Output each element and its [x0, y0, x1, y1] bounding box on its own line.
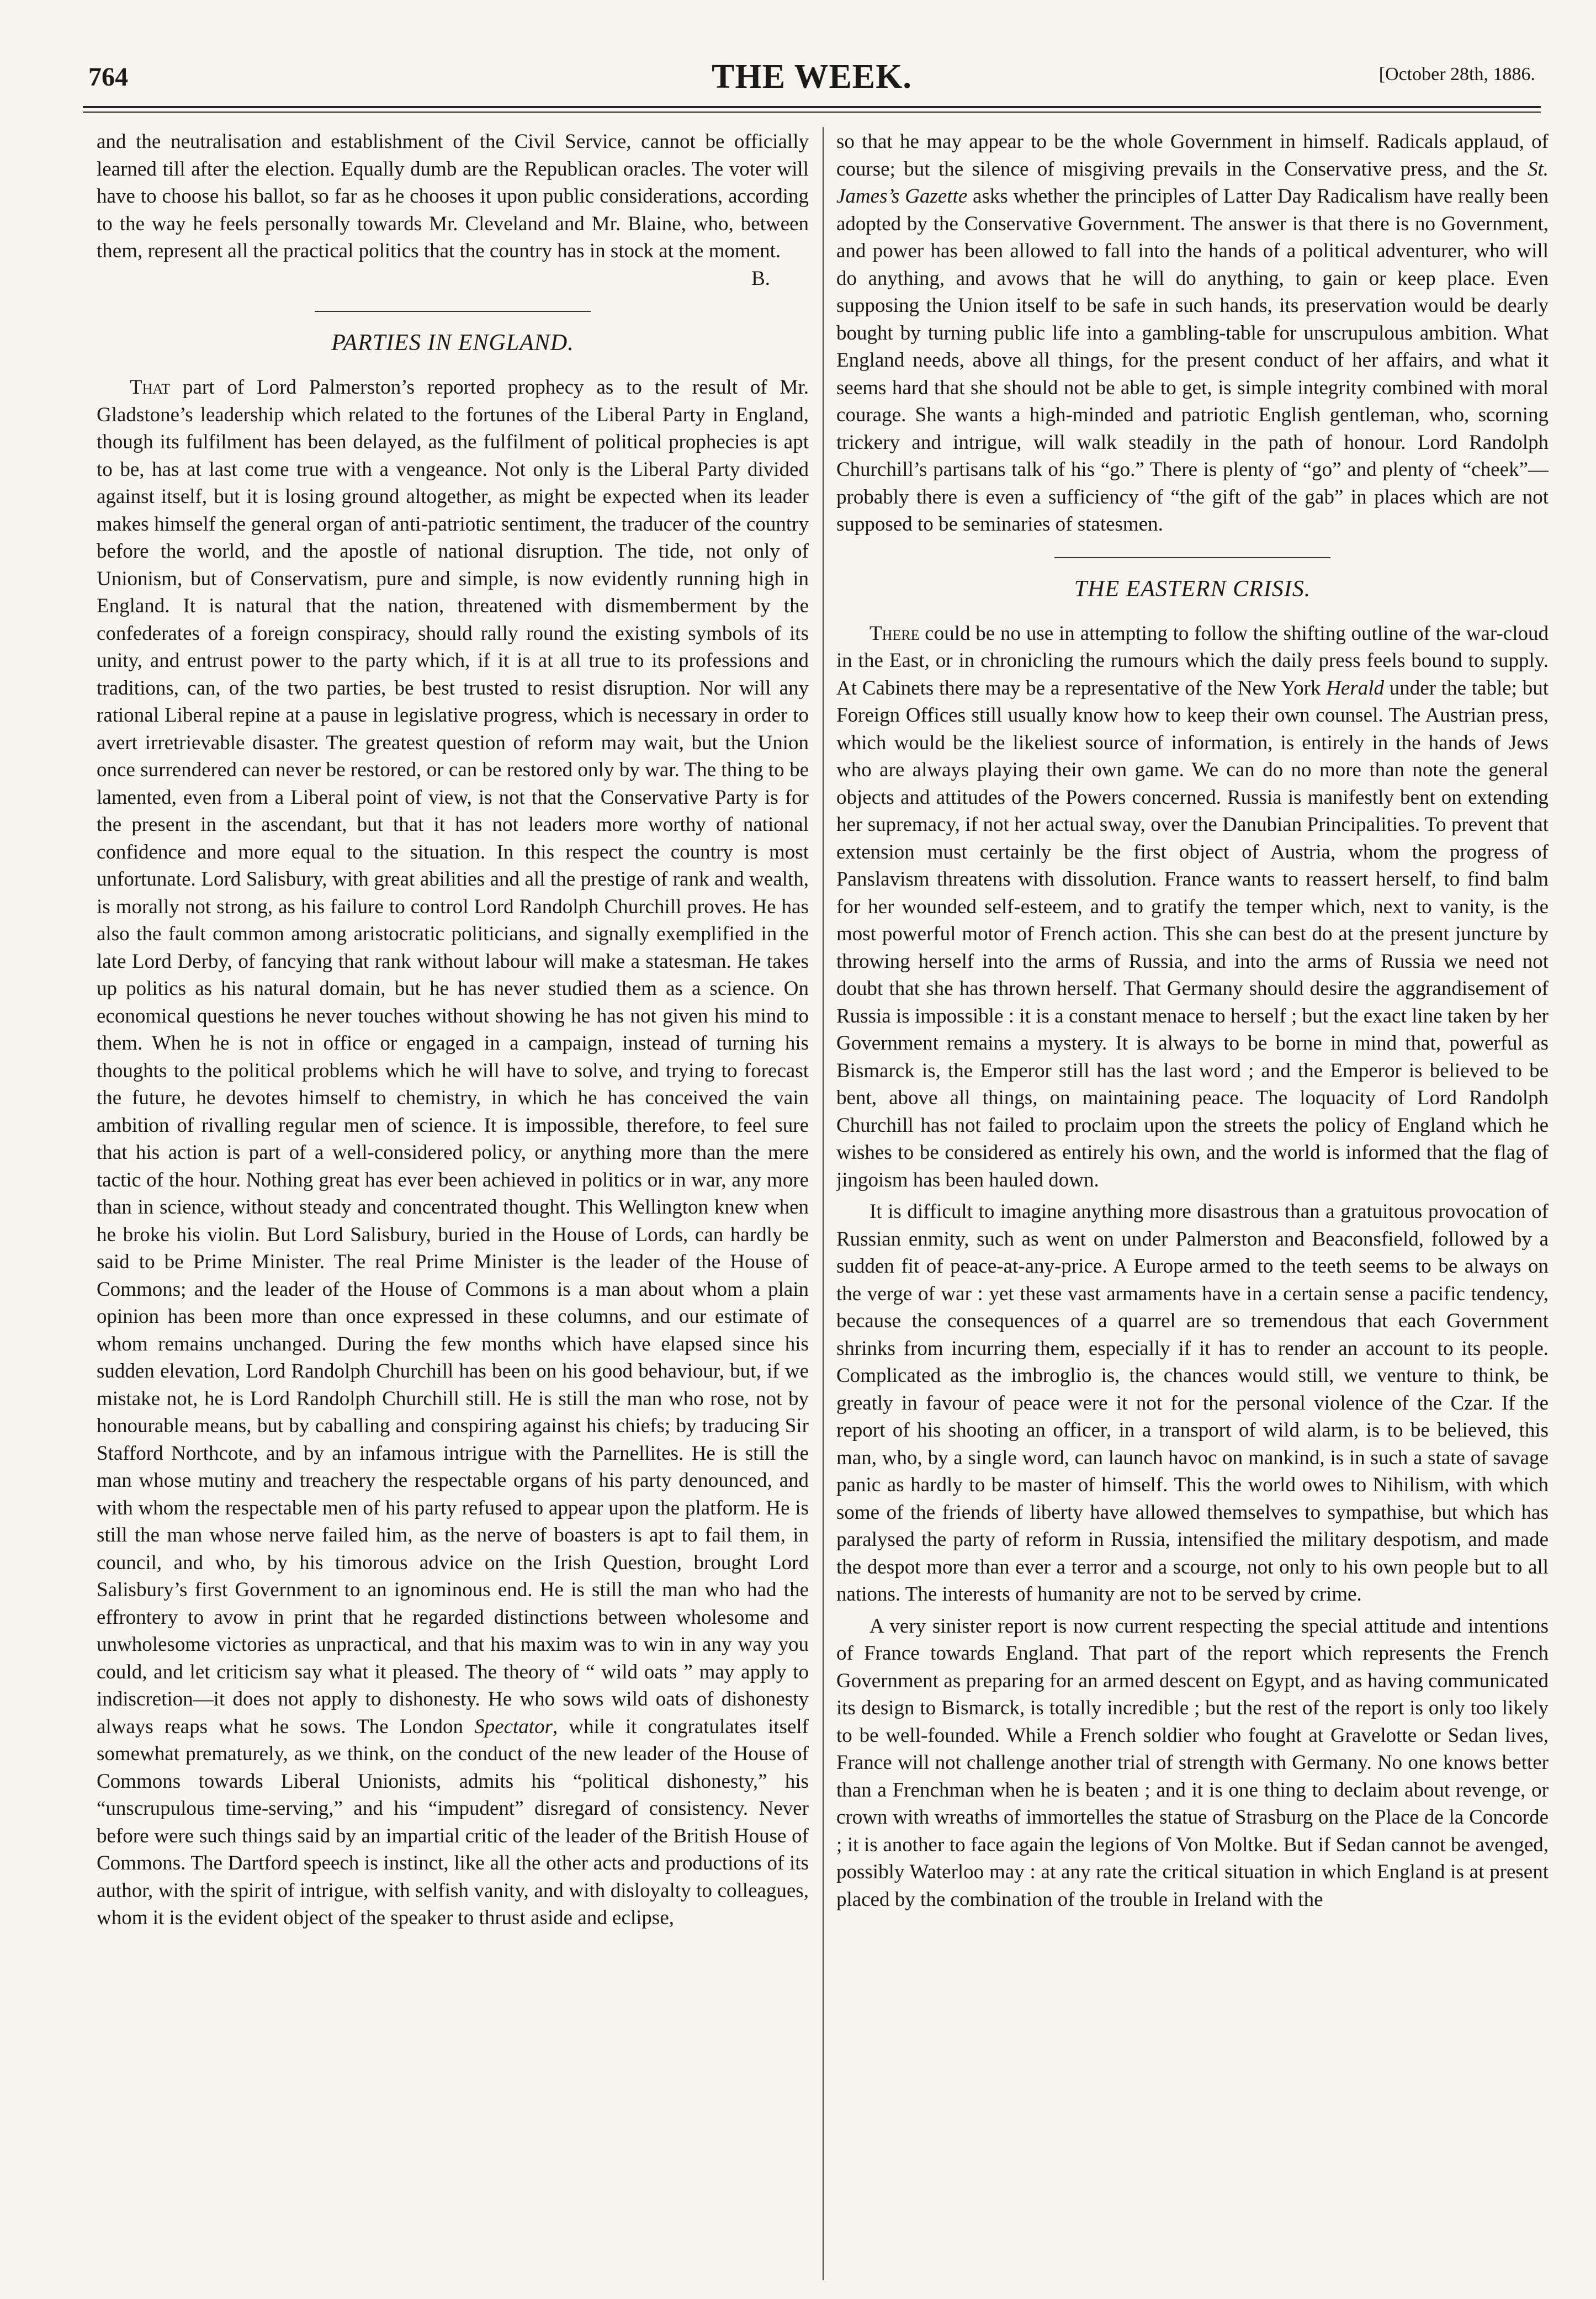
paragraph-text: asks whether the principles of Latter Day Radicalism have really been adopted by the Conservative Government. The answer is that there is no Government, and power has been allowed to fall into the hands of a political adventurer, who will do anything, and avows that he will do anything, to gain or keep place. Even supposing the Union itself to be safe in such hands, its preservation would be dearly bought by turning public life into a gambling-table for unscrupulous ambition. What England needs, above all things, for the present conduct of her affairs, and what it seems hard that she should not be able to get, is simple integrity combined with moral courage. She wants a high-minded and patriotic English gentleman, who, scorning trickery and intrigue, will walk steadily in the path of honour. Lord Randolph Churchill’s partisans talk of his “go.” There is plenty of “go” and plenty of “cheek”—probably there is even a sufficiency of “the gift of the gab” in places which are not supposed to be seminaries of statesmen. — [836, 185, 1549, 536]
publication-name: St. James’s Gazette — [836, 157, 1549, 208]
paragraph-text: under the table; but Foreign Offices still usually know how to keep their own counsel. The Austrian press, which would be the likeliest source of information, is entirely in the hands of Jews who are always playing their own game. We can do no more than note the general objects and attitudes of the Powers concerned. Russia is manifestly bent on extending her supremacy, if not her actual sway, over the Danubian Principalities. To prevent that extension must certainly be the first object of Austria, whom the progress of Panslavism threatens with dissolution. France wants to reassert herself, to find balm for her wounded self-esteem, and to gratify the temper which, next to vanity, is the most powerful motor of French action. This she can best do at the present juncture by throwing herself into the arms of Russia, and into the arms of Russia we need not doubt that she has thrown herself. That Germany should desire the aggrandisement of Russia is impossible : it is a constant menace to herself ; but the exact line taken by her Government remains a mystery. It is always to be borne in mind that, powerful as Bismarck is, the Emperor still has the last word ; and the Emperor is believed to be bent, above all things, on maintaining peace. The loquacity of Lord Randolph Churchill has not failed to proclaim upon the streets the policy of England which he wishes to be considered as entirely his own, and the world is informed that the flag of jingoism has been hauled down. — [836, 676, 1549, 1191]
article-paragraph: A very sinister report is now current respecting the special attitude and intentions of France towards England. That part of the report which represents the French Government as preparing for an armed descent on Egypt, and as having communicated its design to Bismarck, is totally incredible ; but the rest of the report is only too likely to be well-founded. While a French soldier who fought at Gravelotte or Sedan lives, France will not challenge another trial of strength with Germany. No one knows better than a Frenchman when he is beaten ; and it is one thing to declaim about revenge, or crown with wreaths of immortelles the statue of Strasburg on the Place de la Concorde ; it is another to face again the legions of Von Moltke. But if Sedan cannot be avenged, possibly Waterloo may : at any rate the critical situation in which England is at present placed by the combination of the trouble in Ireland with the — [836, 1614, 1549, 1911]
right-column — [836, 128, 1549, 2287]
lead-word: There — [869, 622, 920, 645]
page-header — [88, 58, 1535, 106]
paragraph-text: part of Lord Palmerston’s reported prophecy as to the result of Mr. Gladstone’s leadership which related to the fortunes of the Liberal Party in England, though its fulfilment has been delayed, as the fulfilment of political prophecies is apt to be, has at last come true with a vengeance. Not only is the Liberal Party divided against itself, but it is losing ground altogether, as might be expected when its leader makes himself the general organ of anti-patriotic sentiment, the traducer of the country before the world, and the apostle of national disruption. The tide, not only of Unionism, but of Conservatism, pure and simple, is now evidently running high in England. It is natural that the nation, threatened with dismemberment by the confederates of a foreign conspiracy, should rally round the existing symbols of its unity, and entrust power to the party which, if it is at all true to its professions and traditions, can, of the two parties, be best trusted to resist disruption. Nor will any rational Liberal repine at a pause in legislative progress, which is necessary in order to avert irretrievable disaster. The greatest question of reform may wait, but the Union once surrendered can never be restored, or can be restored only by war. The thing to be lamented, even from a Liberal point of view, is not that the Conservative Party is for the present in the ascendant, but that it has not leaders more worthy of national confidence and more equal to the situation. In this respect the country is most unfortunate. Lord Salisbury, with great abilities and all the prestige of rank and wealth, is morally not strong, as his failure to control Lord Randolph Churchill proves. He has also the fault common among aristocratic politicians, and signally exemplified in the late Lord Derby, of fancying that rank without labour will make a statesman. He takes up politics as his natural domain, but he has never studied them as a science. On economical questions he never touches without showing he has not given his mind to them. When he is not in office or engaged in a campaign, instead of turning his thoughts to the political problems which he will have to solve, and trying to forecast the future, he devotes himself to chemistry, in which he has conceived the vain ambition of rivalling regular men of science. It is impossible, therefore, to feel sure that his action is part of a well-considered policy, or anything more than the mere tactic of the hour. Nothing great has ever been achieved in politics or in war, any more than in science, without steady and concentrated thought. This Wellington knew when he broke his violin. But Lord Salisbury, buried in the House of Lords, can hardly be said to be Prime Minister. The real Prime Minister is the leader of the House of Commons; and the leader of the House of Commons is a man about whom a plain opinion has been more than once expressed in these columns, and our estimate of whom remains unchanged. During the few months which have elapsed since his sudden elevation, Lord Randolph Churchill has been on his good behaviour, but, if we mistake not, he is Lord Randolph Churchill still. He is still the man who rose, not by honourable means, but by caballing and conspiring against his chiefs; by traducing Sir Stafford Northcote, and by an infamous intrigue with the Parnellites. He is still the man whose mutiny and treachery the respectable organs of his party denounced, and with whom the respectable men of his party refused to appear upon the platform. He is still the man whose nerve failed him, as the nerve of boasters is apt to fail them, in council, and who, by his timorous advice on the Irish Question, brought Lord Salisbury’s first Government to an ignominous end. He is still the man who had the effrontery to avow in print that he regarded distinctions between wholesome and unwholesome victories as unpractical, and that his maxim was to win in any way you could, and let criticism say what it pleased. The theory of “ wild oats ” may apply to indiscretion—it does not apply to dishonesty. He who sows wild oats of dishonesty always reaps what he sows. The London — [97, 376, 809, 1738]
lead-word: That — [130, 376, 171, 399]
paragraph-text: , while it congratulates itself somewhat prematurely, as we think, on the conduct of the new leader of the House of Commons towards Liberal Unionists, admits his “political dishonesty,” his “unscrupulous time-serving,” and his “impudent” disregard of consistency. Never before were such things said by an impartial critic of the leader of the British House of Commons. The Dartford speech is instinct, like all the other acts and productions of its author, with the spirit of intrigue, with selfish vanity, and with disloyalty to colleagues, whom it is the evident object of the speaker to thrust aside and eclipse, — [97, 1715, 809, 1929]
left-column — [97, 128, 809, 2287]
page-number: 764 — [88, 62, 128, 92]
column-divider — [823, 127, 824, 2280]
section-divider — [1054, 557, 1330, 558]
article-paragraph — [97, 374, 809, 1932]
continued-text: and the neutralisation and establishment of the Civil Service, cannot be officially learned till after the election. Equally dumb are the Republican oracles. The voter will have to choose his ballot, so far as he chooses it upon public considerations, according to the way he feels personally towards Mr. Cleveland and Mr. Blaine, who, between them, represent all the practical politics that the country has in stock at the moment. — [97, 130, 809, 262]
article-title-parties-in-england: PARTIES IN ENGLAND. — [331, 330, 574, 356]
article-title-eastern-crisis: THE EASTERN CRISIS. — [1074, 576, 1311, 602]
section-divider — [315, 311, 591, 312]
continued-paragraph — [97, 128, 809, 290]
author-signature: B. — [751, 267, 770, 290]
paragraph-text: so that he may appear to be the whole Government in himself. Radicals applaud, of course; but the silence of misgiving prevails in the Conservative press, and the — [836, 130, 1549, 181]
header-rule-thin — [83, 112, 1541, 113]
continued-paragraph — [836, 128, 1549, 538]
publication-name: Spectator — [474, 1715, 553, 1738]
article-paragraph: It is difficult to imagine anything more disastrous than a gratuitous provocation of Russian enmity, such as went on under Palmerston and Beaconsfield, followed by a sudden fit of peace-at-any-price. A Europe armed to the teeth seems to be always on the verge of war : yet these vast armaments have in a certain sense a pacific tendency, because the consequences of a quarrel are so tremendous that each Government shrinks from incurring them, especially if it has to render an account to its people. Complicated as the imbroglio is, the chances would still, we venture to think, be greatly in favour of peace were it not for the personal violence of the Czar. If the report of his shooting an officer, in a transport of wild alarm, is to be believed, this man, who, by a single word, can launch havoc on mankind, is in such a state of savage panic as hardly to be master of himself. This the world owes to Nihilism, with which some of the friends of liberty have allowed themselves to sympathise, but which has paralysed the party of reform in Russia, intensified the military despotism, and made the despot more than ever a terror and a scourge, not only to his own people but to all nations. The interests of humanity are not to be served by crime. — [836, 1200, 1549, 1606]
paragraph-text: could be no use in attempting to follow the shifting outline of the war-cloud in the East, or in chronicling the rumours which the daily press feels bound to supply. At Cabinets there may be a representative of the New York — [836, 622, 1549, 700]
issue-date: [October 28th, 1886. — [1378, 64, 1535, 84]
article-paragraph — [836, 620, 1549, 1194]
masthead: THE WEEK. — [712, 58, 912, 96]
header-rule — [83, 106, 1541, 108]
publication-name: Herald — [1326, 676, 1385, 700]
